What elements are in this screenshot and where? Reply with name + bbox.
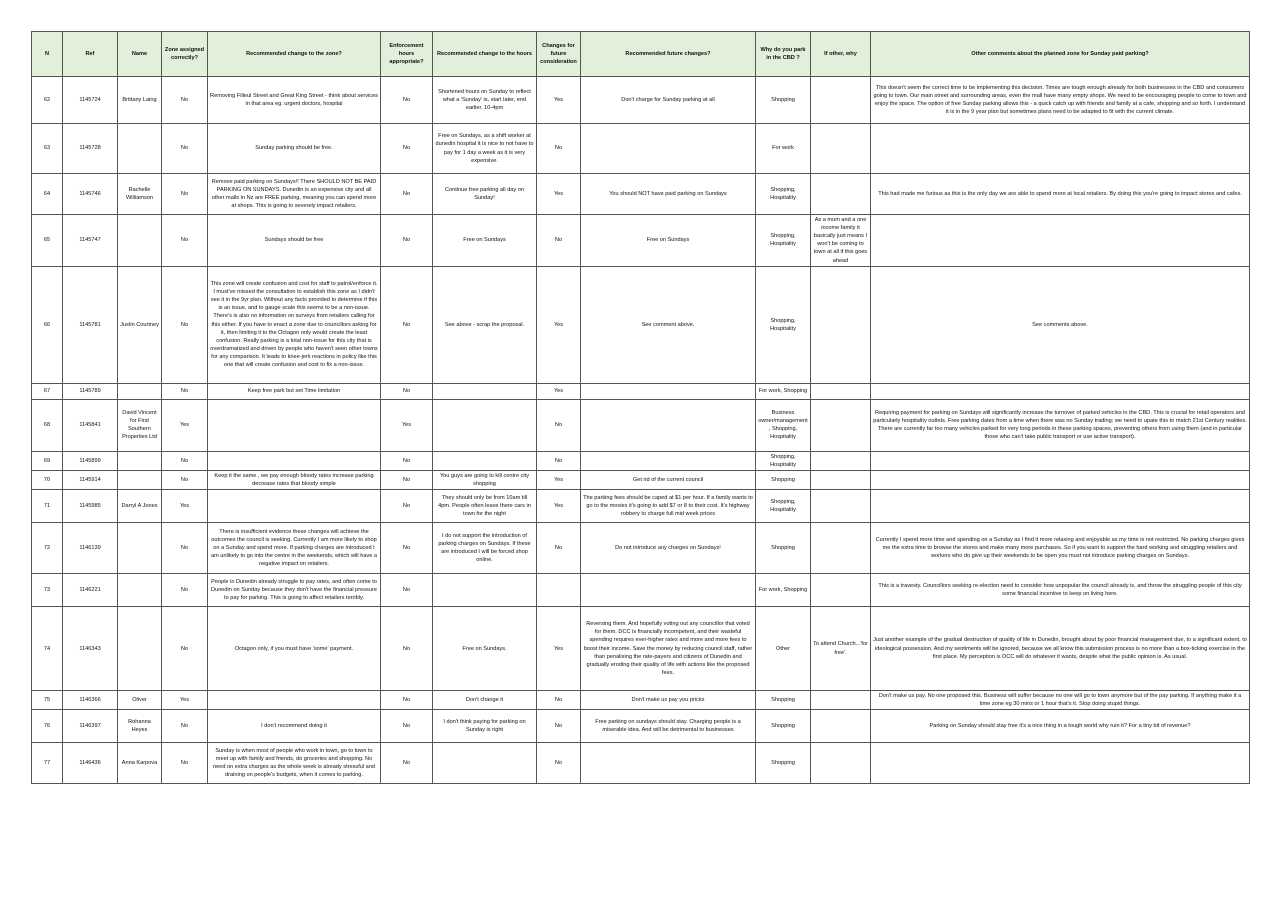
cell-n: 68 [32,399,63,451]
cell-enforcement-hours: No [381,451,433,470]
cell-hours-change [433,399,537,451]
cell-zone-change: Remove paid parking on Sundays!! There SHOULD NOT BE PAID PARKING ON SUNDAYS. Dunedin is an expensive city and all other malls in Nz are FREE parking, meaning you can spend more at shops. This is going to severely impact retailers. [208,174,381,215]
cell-enforcement-hours: No [381,215,433,267]
header-other-comments: Other comments about the planned zone for Sunday paid parking? [871,32,1250,77]
cell-name [118,574,162,607]
cell-enforcement-hours: No [381,383,433,399]
cell-ref: 1146139 [63,523,118,574]
cell-other-comments: See comments above. [871,266,1250,383]
cell-name: Anna Karpova [118,743,162,784]
cell-hours-change: Free on Sundays [433,215,537,267]
cell-n: 71 [32,490,63,523]
cell-future-consideration: No [537,124,581,174]
cell-hours-change: Continue free parking all day on Sunday! [433,174,537,215]
cell-name: Justin Courtney [118,266,162,383]
cell-other-why [811,470,871,489]
cell-other-comments: Don't make us pay. No one proposed this. Business will suffer because no one will go to town anymore but of the pay parking. If anything make it a time zone eg 30 mins or 1 hour that's it. Stop doing stupid things. [871,691,1250,710]
header-ref: Ref [63,32,118,77]
cell-future-consideration [537,574,581,607]
cell-n: 72 [32,523,63,574]
cell-future-changes: See comment above. [581,266,756,383]
cell-n: 73 [32,574,63,607]
cell-future-changes: Reversing them. And hopefully voting out any councillor that voted for them. DCC is financially incompetent, and their wasteful spending requires ever-higher rates and more and more fees to boost their income. Save the money by reducing council staff, rather than penalising the rate-payers and citizens of Dunedin and gradually eroding their quality of life with actions like the proposed fees. [581,607,756,691]
cell-other-why [811,743,871,784]
cell-future-consideration: Yes [537,383,581,399]
cell-n: 75 [32,691,63,710]
cell-n: 67 [32,383,63,399]
cell-enforcement-hours: No [381,743,433,784]
cell-future-changes: The parking fees should be caped at $1 per hour. If a family wants to go to the movies it's going to add $7 or 8 to their cost. It's highway robbery to charge full mid week prices [581,490,756,523]
cell-hours-change: Free on Sundays, as a shift worker at dunedin hospital it is nice to not have to pay for 1 day a week as it is very expensive. [433,124,537,174]
cell-ref: 1146436 [63,743,118,784]
cell-ref: 1145781 [63,266,118,383]
cell-zone-assigned: No [162,451,208,470]
cell-zone-assigned: Yes [162,490,208,523]
cell-other-why [811,399,871,451]
cell-zone-change: Removing Filleul Street and Great King Street - think about services in that area eg. urgent doctors, hospital [208,77,381,124]
cell-ref: 1146366 [63,691,118,710]
cell-name: David Vincent for First Southern Properties Ltd [118,399,162,451]
cell-other-comments [871,383,1250,399]
cell-ref: 1145914 [63,470,118,489]
cell-ref: 1145841 [63,399,118,451]
cell-other-why [811,490,871,523]
cell-enforcement-hours: No [381,691,433,710]
cell-ref: 1145746 [63,174,118,215]
cell-future-consideration: Yes [537,77,581,124]
cell-zone-change: There is insufficient evidence these changes will achieve the outcomes the council is seeking. Currently I am more likely to shop on a Sunday and spend more. If parking charges are introduced I am unlikely to go into the centre in the weekends, which will have a negative impact on retailers. [208,523,381,574]
cell-n: 76 [32,710,63,743]
cell-other-comments: This had made me furious as this is the only day we are able to spend more at local retailers. By doing this you're going to impact stores and cafes. [871,174,1250,215]
cell-future-changes: Get rid of the current council [581,470,756,489]
cell-why-park: Shopping [756,743,811,784]
header-zone-change: Recommended change to the zone? [208,32,381,77]
cell-zone-change: This zone will create confusion and cost for staff to patrol/enforce it. I must've missed the consultation to establish this zone as I didn't see it in the 9yr plan. Without any facts provided to determine if this is an issue, and to gauge scale this seems to be a non-issue. There's is also no information on surveys from retailers calling for this either. If you have to enact a zone due to councillors asking for it, then limiting it to the Octagon only would create the least confusion. Really parking is a total non-issue for this city that is overdramatized and driven by people who haven't seen other towns for any comparison. It leads to knee-jerk reactions in policy like this one that will create confusion and cost to fix a non-issue. [208,266,381,383]
cell-n: 66 [32,266,63,383]
header-zone-assigned: Zone assigned correctly? [162,32,208,77]
cell-other-comments [871,451,1250,470]
cell-name: Oliver [118,691,162,710]
cell-name [118,124,162,174]
cell-why-park: Shopping, Hospitality [756,451,811,470]
cell-enforcement-hours: Yes [381,399,433,451]
cell-future-consideration: Yes [537,607,581,691]
cell-zone-assigned: No [162,77,208,124]
table-row [32,215,1250,267]
cell-hours-change [433,451,537,470]
cell-other-why [811,451,871,470]
cell-zone-change: Keep it the same , we pay enough bloody rates increase parking decrease rates that bloody simple [208,470,381,489]
cell-hours-change [433,743,537,784]
table-body [32,77,1250,784]
cell-future-consideration: Yes [537,470,581,489]
table-row [32,743,1250,784]
table-row [32,266,1250,383]
cell-zone-assigned: No [162,215,208,267]
header-future-changes: Recommended future changes? [581,32,756,77]
cell-why-park: Shopping [756,710,811,743]
submissions-sheet [31,31,1249,784]
table-row [32,490,1250,523]
cell-name [118,215,162,267]
cell-zone-assigned: No [162,710,208,743]
cell-zone-change: Sundays should be free [208,215,381,267]
cell-enforcement-hours: No [381,574,433,607]
cell-zone-change: I don't recommend doing it [208,710,381,743]
cell-ref: 1145985 [63,490,118,523]
cell-hours-change: Free on Sundays. [433,607,537,691]
cell-ref: 1146397 [63,710,118,743]
cell-future-consideration: Yes [537,490,581,523]
table-row [32,607,1250,691]
cell-zone-assigned: No [162,607,208,691]
cell-zone-assigned: No [162,124,208,174]
cell-zone-assigned: No [162,174,208,215]
table-row [32,523,1250,574]
cell-hours-change: I do not support the introduction of parking charges on Sundays. If these are introduced I will be forced shop online. [433,523,537,574]
cell-future-changes [581,451,756,470]
header-n: N [32,32,63,77]
cell-zone-change [208,451,381,470]
cell-other-why [811,77,871,124]
cell-future-consideration: No [537,710,581,743]
cell-name [118,607,162,691]
table-row [32,124,1250,174]
cell-enforcement-hours: No [381,124,433,174]
cell-enforcement-hours: No [381,470,433,489]
cell-zone-assigned: No [162,574,208,607]
cell-n: 70 [32,470,63,489]
submissions-table [31,31,1250,784]
cell-zone-assigned: No [162,743,208,784]
cell-hours-change: You guys are going to kill centre city shopping [433,470,537,489]
cell-n: 69 [32,451,63,470]
cell-enforcement-hours: No [381,77,433,124]
cell-other-comments [871,470,1250,489]
cell-future-changes: Do not introduce any charges on Sundays! [581,523,756,574]
cell-n: 62 [32,77,63,124]
cell-zone-change: Keep free park but set Time limitation [208,383,381,399]
cell-other-why [811,574,871,607]
header-hours-change: Recommended change to the hours [433,32,537,77]
cell-name: Rohanna Heyes [118,710,162,743]
cell-other-comments [871,743,1250,784]
cell-future-changes: You should NOT have paid parking on Sundays [581,174,756,215]
cell-other-why [811,523,871,574]
cell-other-why [811,174,871,215]
cell-other-why [811,383,871,399]
table-row [32,470,1250,489]
cell-other-why: To attend Church...'for free'. [811,607,871,691]
cell-other-why [811,691,871,710]
cell-why-park: Shopping, Hospitality [756,215,811,267]
cell-other-comments: Parking on Sunday should stay free it's a nice thing in a tough world why ruin it? For a tiny bit of revenue? [871,710,1250,743]
header-row [32,32,1250,77]
cell-future-changes [581,124,756,174]
cell-why-park: Shopping, Hospitality [756,266,811,383]
cell-zone-assigned: No [162,266,208,383]
cell-n: 65 [32,215,63,267]
cell-zone-change [208,691,381,710]
cell-other-comments [871,215,1250,267]
cell-zone-assigned: Yes [162,399,208,451]
cell-zone-assigned: No [162,383,208,399]
cell-zone-change: Sunday parking should be free. [208,124,381,174]
cell-future-changes: Don't charge for Sunday parking at all [581,77,756,124]
cell-zone-assigned: No [162,523,208,574]
cell-ref: 1146221 [63,574,118,607]
cell-enforcement-hours: No [381,490,433,523]
cell-name [118,470,162,489]
cell-other-comments [871,124,1250,174]
header-other-why: If other, why [811,32,871,77]
cell-future-changes: Free on Sundays [581,215,756,267]
cell-why-park: Other [756,607,811,691]
cell-future-consideration: No [537,215,581,267]
cell-hours-change: I don't think paying for parking on Sunday is right [433,710,537,743]
header-enforcement-hours: Enforcement hours appropriate? [381,32,433,77]
cell-other-why [811,266,871,383]
cell-future-changes [581,383,756,399]
cell-why-park: Shopping [756,470,811,489]
header-future-consideration: Changes for future consideration [537,32,581,77]
table-row [32,383,1250,399]
cell-name [118,383,162,399]
cell-why-park: Shopping [756,77,811,124]
cell-hours-change: See above - scrap the proposal. [433,266,537,383]
cell-future-changes: Free parking on sundays should stay. Charging people is a miserable idea. And will be detrimental to businesses [581,710,756,743]
cell-future-changes [581,743,756,784]
cell-other-why [811,710,871,743]
cell-hours-change [433,574,537,607]
cell-why-park: For work [756,124,811,174]
cell-hours-change [433,383,537,399]
cell-hours-change: They should only be from 10am till 4pm. People often leave there cars in town for the night [433,490,537,523]
cell-why-park: Shopping, Hospitality [756,174,811,215]
cell-enforcement-hours: No [381,710,433,743]
cell-hours-change: Shortened hours on Sunday to reflect what a 'Sunday' is, start later, end earlier. 10-4pm [433,77,537,124]
cell-other-comments: Currently I spend more time and spending on a Sunday as I find it more relaxing and enjoyable as my time is not restricted. No parking charges gives me the extra time to browse the stores and make many more purchases. So if you want to support the hard working and struggling retailers and workers who do give up their weekends to be open you must not introduce parking charges on Sundays. [871,523,1250,574]
cell-other-comments: This doesn't seem the correct time to be implementing this decision. Times are tough enough already for both businesses in the CBD and consumers going to town. Our main street and surrounding areas, even the mall have many empty shops. We need to be encouraging people to come to town and enjoy the space. The option of free Sunday parking allows this - a quick catch up with friends and family at a cafe, shopping and so forth. I understand it is in the 9 year plan but sometimes plans need to be adapted to fit with the current climate. [871,77,1250,124]
cell-future-consideration: Yes [537,174,581,215]
header-name: Name [118,32,162,77]
cell-future-changes: Don't make us pay you pricks [581,691,756,710]
cell-other-comments: Just another example of the gradual destruction of quality of life in Dunedin, brought about by poor financial management due, to a significant extent, to ideological possession. And my sentiments will be ignored, because we all know this submission process is no more than a box-ticking exercise in the first place. My perception is DCC will do whatever it wants, despite what the public opinion is. As usual. [871,607,1250,691]
cell-zone-change: Sunday is when most of people who work in town, go to town to meet up with family and friends, do groceries and shopping. No need on extra charges as the whole week is already stressful and draining on people's budgets, when it comes to parking. [208,743,381,784]
cell-ref: 1145724 [63,77,118,124]
cell-future-consideration: Yes [537,266,581,383]
cell-why-park: Shopping [756,523,811,574]
table-row [32,399,1250,451]
cell-name: Brittany Laing [118,77,162,124]
header-why-park: Why do you park in the CBD ? [756,32,811,77]
cell-future-changes [581,399,756,451]
cell-enforcement-hours: No [381,174,433,215]
cell-enforcement-hours: No [381,266,433,383]
cell-why-park: Shopping [756,691,811,710]
cell-zone-assigned: Yes [162,691,208,710]
table-row [32,174,1250,215]
cell-zone-assigned: No [162,470,208,489]
cell-why-park: Shopping, Hospitality [756,490,811,523]
cell-ref: 1145747 [63,215,118,267]
cell-zone-change [208,490,381,523]
cell-future-consideration: No [537,399,581,451]
cell-n: 63 [32,124,63,174]
cell-future-consideration: No [537,451,581,470]
table-row [32,77,1250,124]
cell-other-why: As a mum and a one income family it basically just means I won't be coming to town at all if this goes ahead [811,215,871,267]
cell-name [118,523,162,574]
cell-future-changes [581,574,756,607]
cell-ref: 1146343 [63,607,118,691]
cell-name [118,451,162,470]
cell-ref: 1145728 [63,124,118,174]
cell-zone-change: People in Dunedin already struggle to pay rates, and often come to Dunedin on Sunday because they don't have the financial pressure to pay for parking. This is going to affect retailers terribly. [208,574,381,607]
cell-why-park: For work, Shopping [756,383,811,399]
cell-ref: 1145789 [63,383,118,399]
cell-ref: 1145899 [63,451,118,470]
cell-why-park: For work, Shopping [756,574,811,607]
cell-future-consideration: No [537,691,581,710]
cell-future-consideration: No [537,523,581,574]
cell-enforcement-hours: No [381,607,433,691]
cell-hours-change: Don't change it [433,691,537,710]
cell-n: 77 [32,743,63,784]
cell-other-comments [871,490,1250,523]
cell-enforcement-hours: No [381,523,433,574]
table-row [32,710,1250,743]
cell-why-park: Business owner/management, Shopping, Hospitality [756,399,811,451]
cell-other-comments: Requiring payment for parking on Sundays will significantly increase the turnover of parked vehicles in the CBD. This is crucial for retail operators and particularly hospitality outlets. Free parking dates from a time when there was no Sunday trading; we need to upate this to match 21st Century realities. There are currently far too many vehicles parked for very long periods in these parking spaces, preventing others from using them (and in particular those who can't take public transport or use active transport). [871,399,1250,451]
cell-other-comments: This is a travesty. Councillors seeking re-election need to consider how unpopular the council already is, and throw the struggling people of this city some financial incentive to keep on living here. [871,574,1250,607]
table-row [32,451,1250,470]
table-row [32,574,1250,607]
cell-zone-change [208,399,381,451]
cell-other-why [811,124,871,174]
cell-zone-change: Octagon only, if you must have 'some' payment. [208,607,381,691]
table-row [32,691,1250,710]
cell-name: Darryl A Jones [118,490,162,523]
cell-n: 64 [32,174,63,215]
cell-future-consideration: No [537,743,581,784]
cell-n: 74 [32,607,63,691]
cell-name: Rachelle Williamson [118,174,162,215]
